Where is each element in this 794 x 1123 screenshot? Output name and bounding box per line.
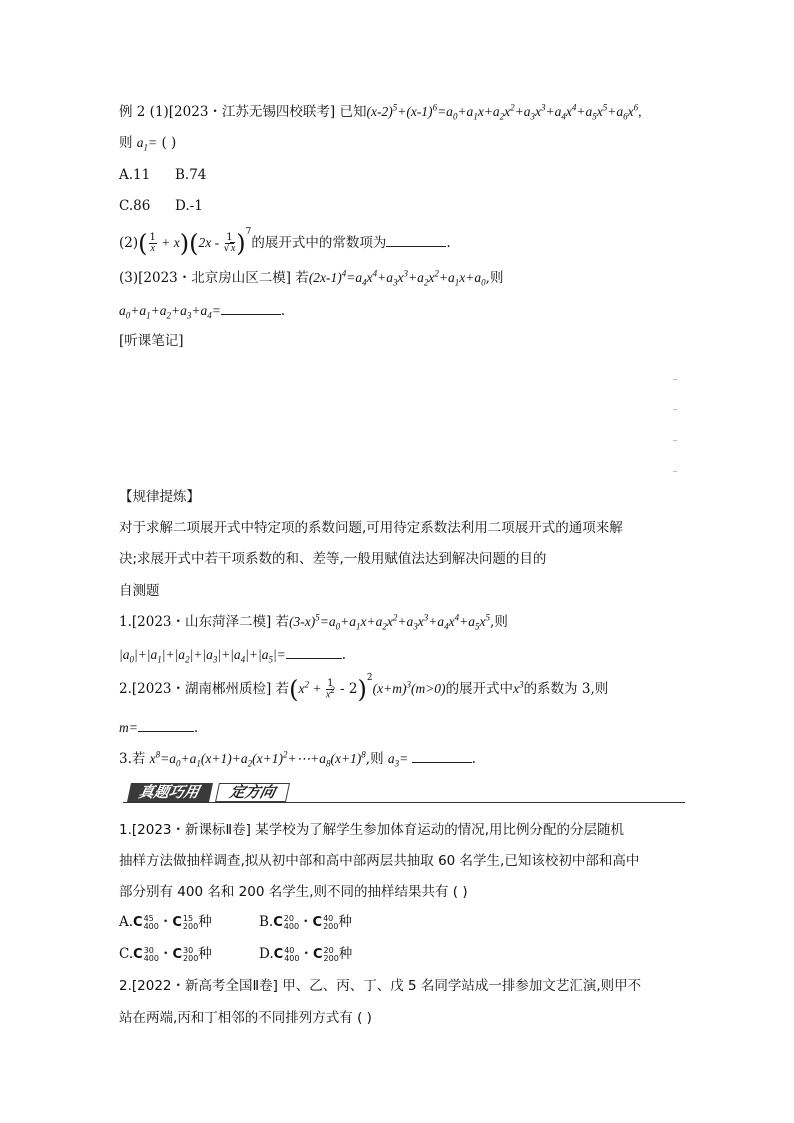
answer-blank (386, 232, 446, 247)
real-q1-line3: 部分别有 400 名和 200 名学生,则不同的抽样结果共有 ( ) (119, 884, 468, 900)
real-q2-line1: 2.[2022・新高考全国Ⅱ卷] 甲、乙、丙、丁、戊 5 名同学站成一排参加文艺汇演,则甲不 (119, 978, 642, 994)
example2-options-row2 (119, 196, 203, 216)
real-q1-options-row1 (119, 912, 352, 933)
self-test-title: 自测题 (119, 583, 160, 599)
answer-blank (221, 300, 281, 315)
self-test-q3: 3.若 $x^8=a_0+a_1(x+1)+a_2(x+1)^2+\cdots+a_8(x+1)^8$,则 $a_3=$ . (119, 749, 476, 769)
option-b: B.74 (175, 167, 207, 183)
self-test-q1-line1: 1.[2023・山东菏泽二模] 若$(3-x)^5=a_0+a_1x+a_2x^2+a_3x^3+a_4x^4+a_5x^5$,则 (119, 612, 508, 632)
margin-tick (673, 379, 677, 380)
banner-rule (123, 802, 685, 803)
option-b: B. C 20 400 ・ C 40 200 种 (259, 914, 352, 931)
example2-part3-line2: $a_0+a_1+a_2+a_3+a_4=$ . (119, 300, 285, 321)
option-c: C. C 30 400 ・ C 30 200 种 (119, 946, 212, 963)
self-test-q2-line1: 2.[2023・湖南郴州质检] 若($x^2$ + $\frac{1}{x^2}$ - $2)^2(x+m)^3(m>0)$的展开式中$x^3$的系数为 3,则 (119, 672, 609, 704)
option-d: D.-1 (175, 198, 203, 214)
answer-blank (412, 748, 472, 763)
answer-blank (138, 717, 194, 732)
option-c: C.86 (119, 198, 151, 214)
banner-tag-secondary: 定方向 (215, 783, 290, 802)
rule-summary-title: 【规律提炼】 (119, 489, 200, 505)
self-test-q1-line2: $|a_0|+|a_1|+|a_2|+|a_3|+|a_4|+|a_5|=$ . (119, 644, 346, 665)
margin-tick (673, 440, 677, 441)
real-q2-line2: 站在两端,丙和丁相邻的不同排列方式有 ( ) (119, 1010, 372, 1026)
example2-part1-line2: 则 $a_1=$ ( ) (119, 135, 177, 153)
option-a: A. C 45 400 ・ C 15 200 种 (119, 914, 212, 931)
lecture-notes-label: [听课笔记] (119, 333, 184, 349)
option-d: D. C 40 400 ・ C 20 200 种 (259, 946, 353, 963)
banner-tag-primary: 真题巧用 (127, 783, 213, 802)
margin-tick (673, 471, 677, 472)
option-a: A.11 (119, 167, 151, 183)
example2-options-row1 (119, 165, 207, 185)
example2-part1-line1: 例 2 (1)[2023・江苏无锡四校联考] 已知$(x-2)^5+(x-1)^6=a_0+a_1x+a_2x^2+a_3x^3+a_4x^4+a_5x^5+a_6x^6$, (119, 102, 642, 122)
self-test-q2-line2: m= . (119, 717, 198, 738)
fraction-1-over-x2: $\frac{1}{x^2}$ (325, 677, 335, 701)
real-q1-line2: 抽样方法做抽样调查,拟从初中部和高中部两层共抽取 60 名学生,已知该校初中部和高中 (119, 853, 640, 869)
real-q1-options-row2 (119, 944, 353, 965)
math-expression: $(x-2)^5+(x-1)^6=a_0+a_1x+a_2x^2+a_3x^3+a_4x^4+a_5x^5+a_6x^6$, (366, 102, 642, 122)
example2-part2: (2)( $\frac{1}{x}$ + x)(2x - $\frac{1}{√x}$ )$^7$的展开式中的常数项为 . (119, 226, 451, 258)
fraction-1-over-sqrt-x: $\frac{1}{√x}$ (223, 232, 236, 254)
answer-blank (286, 644, 342, 659)
example2-part3-line1: (3)[2023・北京房山区二模] 若$(2x-1)^4=a_4x^4+a_3x^3+a_2x^2+a_1x+a_0$,则 (119, 268, 504, 288)
section-banner (123, 783, 685, 805)
rule-summary-line1: 对于求解二项展开式中特定项的系数问题,可用待定系数法利用二项展开式的通项来解 (119, 520, 623, 536)
fraction-1-over-x: $\frac{1}{x}$ (149, 232, 156, 254)
rule-summary-line2: 决;求展开式中若干项系数的和、差等,一般用赋值法达到解决问题的目的 (119, 551, 547, 567)
margin-tick (673, 409, 677, 410)
real-q1-line1: 1.[2023・新课标Ⅱ卷] 某学校为了解学生参加体育运动的情况,用比例分配的分层随机 (119, 822, 624, 838)
